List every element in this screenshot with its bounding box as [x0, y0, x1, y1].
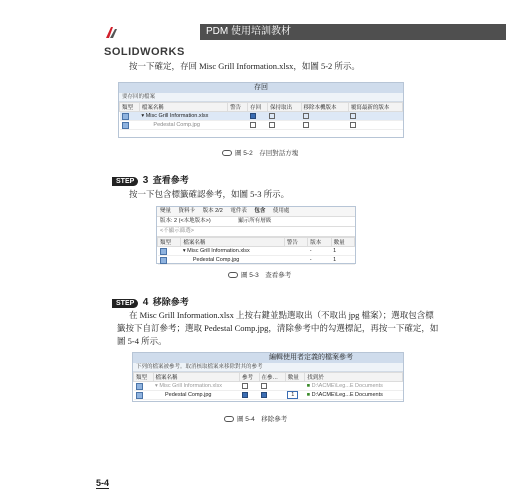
- dialog-title: 編輯使用者定義的檔案參考: [133, 353, 403, 363]
- step-3-heading: [112, 170, 189, 188]
- reference-checkbox[interactable]: [242, 392, 248, 398]
- ds-logo-icon: [104, 26, 120, 40]
- found-in-path: D:\ACME\Leg...E Documents: [311, 392, 383, 398]
- col-type: 類型: [120, 103, 140, 112]
- step-title: 查看參考: [152, 175, 189, 185]
- overwrite-checkbox[interactable]: [350, 113, 356, 119]
- solidworks-logo: [104, 24, 194, 58]
- table-row[interactable]: ▾ Misc Grill Information.xlsx ■ D:\ACME\Leg...E Documents: [134, 382, 403, 391]
- remove-local-checkbox[interactable]: [303, 122, 309, 128]
- col-checkin: 存回: [248, 103, 268, 112]
- step-4-heading: [112, 292, 189, 310]
- figure-caption-5-3: 圖 5-3 查看參考: [228, 270, 291, 279]
- col-filename: 檔案名稱: [139, 103, 227, 112]
- tab-bom[interactable]: 電件表: [230, 208, 247, 214]
- file-name: Misc Grill Information.xlsx: [145, 113, 209, 119]
- tab-where-used[interactable]: 使用處: [272, 208, 290, 214]
- tab-version[interactable]: 版本 2/2: [202, 208, 223, 214]
- quantity-field[interactable]: 1: [287, 391, 298, 399]
- show-levels-select[interactable]: 顯示所有層級: [238, 218, 272, 224]
- version-row: [157, 217, 355, 227]
- tab-datacard[interactable]: 資料卡: [178, 208, 196, 214]
- col-type: 類型: [158, 238, 181, 247]
- dialog-title: 存回: [119, 83, 403, 93]
- col-keep-checked-out: 保持取出: [267, 103, 301, 112]
- table-row[interactable]: [120, 121, 403, 130]
- file-name: Pedestal Comp.jpg: [192, 257, 240, 263]
- overwrite-checkbox[interactable]: [350, 122, 356, 128]
- page-number: 5-4: [96, 478, 110, 488]
- table-row[interactable]: ▾ Misc Grill Information.xlsx - 1: [158, 247, 355, 256]
- folder-icon: ■: [306, 392, 311, 398]
- col-found-in: 找到於: [305, 373, 403, 382]
- in-reference-checkbox[interactable]: [261, 383, 267, 389]
- version-cell: -: [308, 247, 331, 256]
- quantity-cell: 1: [331, 256, 354, 265]
- checkin-table: [119, 102, 403, 130]
- image-file-icon: [160, 257, 167, 264]
- file-name: Pedestal Comp.jpg: [165, 392, 212, 398]
- col-filename: 檔案名稱: [181, 238, 285, 247]
- caption-icon: [224, 416, 234, 422]
- contains-panel: [156, 206, 356, 264]
- paragraph-4-line-3: 圖 5-4 所示。: [117, 336, 167, 346]
- caption-icon: [228, 272, 238, 278]
- excel-file-icon: [160, 248, 167, 255]
- folder-icon: ■: [306, 383, 311, 389]
- step-number: 3: [142, 175, 149, 186]
- edit-references-dialog: [132, 352, 404, 402]
- col-reference: 參考: [240, 373, 260, 382]
- step-badge: STEP: [112, 177, 138, 186]
- in-reference-checkbox[interactable]: [261, 392, 267, 398]
- table-row[interactable]: [158, 256, 355, 265]
- quantity-cell: [285, 382, 305, 391]
- col-quantity: 數量: [331, 238, 354, 247]
- checkin-checkbox[interactable]: [250, 113, 256, 119]
- remove-local-checkbox[interactable]: [303, 113, 309, 119]
- figure-caption-5-4: 圖 5-4 移除參考: [224, 414, 287, 423]
- excel-file-icon: [122, 113, 129, 120]
- image-file-icon: [136, 392, 143, 399]
- excel-file-icon: [136, 383, 143, 390]
- quantity-cell: 1: [331, 247, 354, 256]
- found-in-path: D:\ACME\Leg...E Documents: [311, 383, 383, 389]
- checkin-dialog: [118, 82, 404, 138]
- col-version: 版本: [308, 238, 331, 247]
- tab-contains[interactable]: 包含: [254, 208, 266, 214]
- figure-caption-5-2: 圖 5-2 存回對話方塊: [222, 148, 298, 157]
- keep-checkbox[interactable]: [269, 113, 275, 119]
- col-type: 類型: [134, 373, 154, 382]
- version-cell: -: [308, 256, 331, 265]
- col-remove-local: 移除本機版本: [301, 103, 348, 112]
- reference-checkbox[interactable]: [242, 383, 248, 389]
- dialog-subheading: 下列的檔案被參考。取消核取檔案來移除對其的參考: [133, 363, 403, 372]
- keep-checkbox[interactable]: [269, 122, 275, 128]
- col-warning: 警告: [284, 238, 307, 247]
- brand-name: SOLIDWORKS: [104, 46, 185, 58]
- image-file-icon: [122, 122, 129, 129]
- step-number: 4: [142, 297, 149, 308]
- version-select[interactable]: 版本: 2 (<本地版本>): [160, 218, 211, 224]
- contains-table: [157, 237, 355, 265]
- filter-select[interactable]: <不顯示篩選>: [160, 228, 194, 234]
- paragraph-4-line-1: 在 Misc Grill Information.xlsx 上按右鍵並點選取出（不取出 jpg 檔案）；選取包含標: [129, 310, 434, 320]
- dialog-subheading: 要存回的檔案: [119, 93, 403, 102]
- col-quantity: 數量: [285, 373, 305, 382]
- file-name: Pedestal Comp.jpg: [153, 122, 200, 128]
- table-row[interactable]: ▾ Misc Grill Information.xlsx: [120, 112, 403, 121]
- step-badge: STEP: [112, 299, 138, 308]
- paragraph-4-line-2: 籤按下自訂參考；選取 Pedestal Comp.jpg，清除參考中的勾選標記，再按一下確定，如: [117, 323, 439, 333]
- table-row[interactable]: [134, 391, 403, 400]
- checkin-checkbox[interactable]: [250, 122, 256, 128]
- caption-icon: [222, 150, 232, 156]
- col-overwrite-latest: 覆寫最新的版本: [348, 103, 402, 112]
- filter-row: [157, 227, 355, 237]
- tab-variables[interactable]: 變量: [160, 208, 172, 214]
- paragraph-3: 按一下包含標籤確認參考，如圖 5-3 所示。: [129, 189, 290, 199]
- col-filename: 檔案名稱: [153, 373, 240, 382]
- paragraph-1: 按一下確定，存回 Misc Grill Information.xlsx，如圖 5-2 所示。: [129, 61, 360, 71]
- col-warning: 警告: [228, 103, 248, 112]
- step-title: 移除參考: [152, 297, 189, 307]
- file-name: Misc Grill Information.xlsx: [187, 248, 250, 254]
- references-table: [133, 372, 403, 400]
- header-title: PDM 使用培訓教材: [200, 24, 506, 40]
- file-name: Misc Grill Information.xlsx: [159, 383, 222, 389]
- tab-bar: [157, 207, 355, 217]
- col-in-reference: 在參…: [259, 373, 285, 382]
